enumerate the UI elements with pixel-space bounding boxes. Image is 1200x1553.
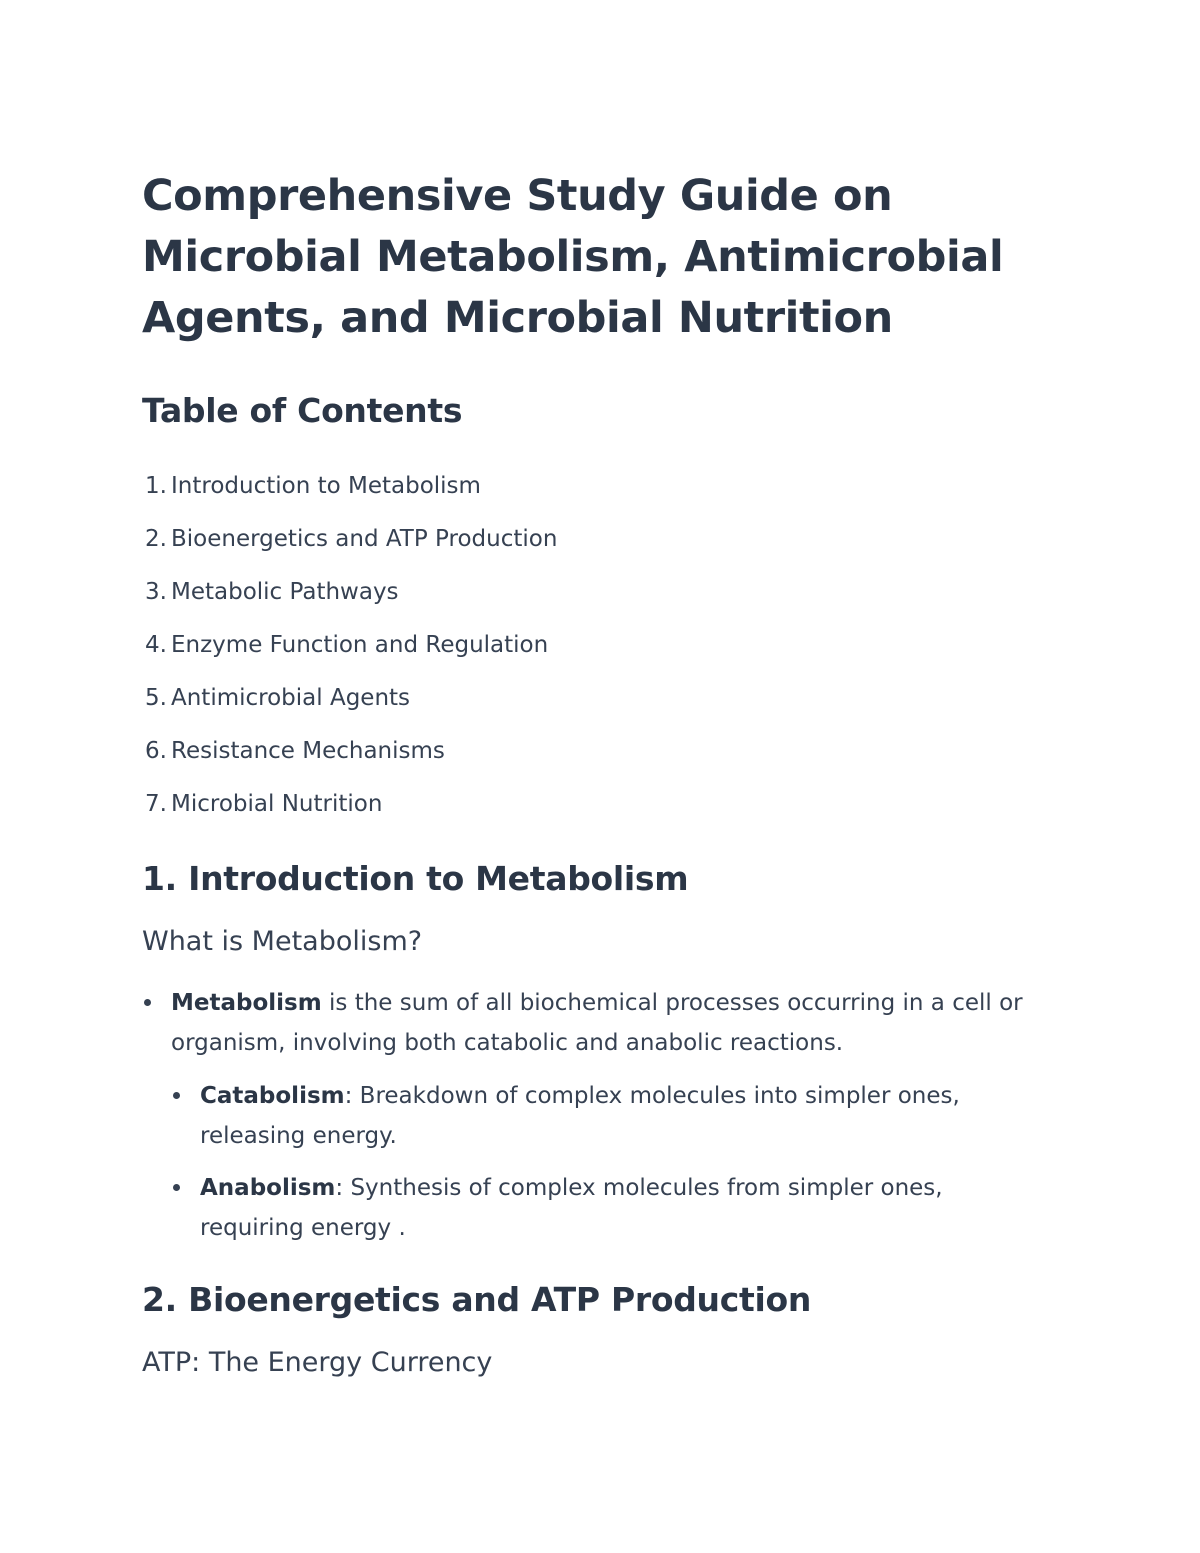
- sub-bullet-list: [171, 1076, 1052, 1248]
- toc-item: [142, 513, 1052, 566]
- toc-label: Bioenergetics and ATP Production: [171, 526, 558, 552]
- bullet-dot-icon: [173, 1092, 180, 1099]
- toc-number: 1.: [145, 473, 167, 499]
- bullet-dot-icon: [173, 1184, 180, 1191]
- bullet-text: : Synthesis of complex molecules from simpler ones, requiring energy .: [200, 1175, 943, 1241]
- section-heading-bioenergetics: 2. Bioenergetics and ATP Production: [142, 1280, 812, 1319]
- bullet-text: : Breakdown of complex molecules into simpler ones, releasing energy.: [200, 1083, 960, 1149]
- bold-term: Catabolism: [200, 1083, 345, 1109]
- list-item: [171, 1076, 1052, 1156]
- bold-term: Metabolism: [171, 990, 322, 1016]
- toc-label: Metabolic Pathways: [171, 579, 399, 605]
- toc-item: [142, 460, 1052, 513]
- toc-label: Antimicrobial Agents: [171, 685, 411, 711]
- toc-label: Introduction to Metabolism: [171, 473, 481, 499]
- toc-label: Microbial Nutrition: [171, 791, 383, 817]
- subheading-atp-energy-currency: ATP: The Energy Currency: [142, 1347, 493, 1378]
- toc-item: [142, 619, 1052, 672]
- list-item: [171, 1168, 1052, 1248]
- toc-item: [142, 725, 1052, 778]
- toc-label: Resistance Mechanisms: [171, 738, 445, 764]
- bold-term: Anabolism: [200, 1175, 336, 1201]
- document-title: Comprehensive Study Guide on Microbial Metabolism, Antimicrobial Agents, and Microbial Nutrition: [142, 171, 1004, 343]
- toc-number: 4.: [145, 632, 167, 658]
- section-heading-introduction: 1. Introduction to Metabolism: [142, 859, 689, 898]
- toc-number: 6.: [145, 738, 167, 764]
- bullet-text: is the sum of all biochemical processes occurring in a cell or organism, involving both catabolic and anabolic reactions.: [171, 990, 1023, 1056]
- toc-number: 5.: [145, 685, 167, 711]
- toc-number: 7.: [145, 791, 167, 817]
- toc-label: Enzyme Function and Regulation: [171, 632, 549, 658]
- bullet-list: [142, 983, 1052, 1248]
- toc-number: 2.: [145, 526, 167, 552]
- toc-item: [142, 672, 1052, 725]
- bullet-dot-icon: [144, 999, 151, 1006]
- subheading-what-is-metabolism: What is Metabolism?: [142, 926, 423, 957]
- toc-item: [142, 566, 1052, 619]
- list-item: [142, 983, 1052, 1248]
- toc-item: [142, 778, 1052, 831]
- table-of-contents: [142, 460, 1052, 831]
- document-page: [142, 166, 1052, 1384]
- toc-heading: Table of Contents: [142, 391, 463, 430]
- toc-number: 3.: [145, 579, 167, 605]
